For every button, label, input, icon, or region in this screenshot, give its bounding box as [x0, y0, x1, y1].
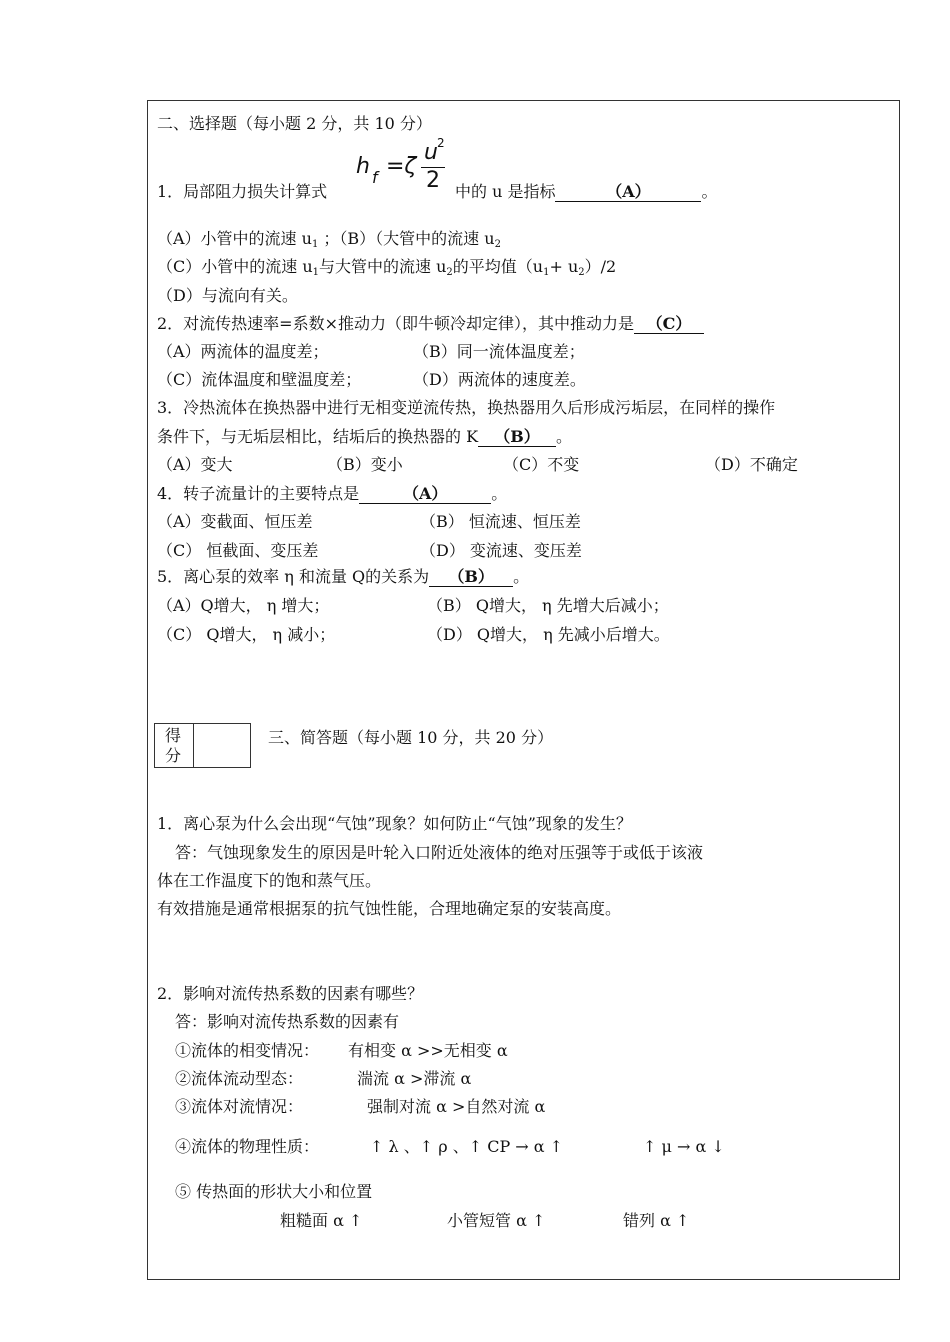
factor5-value-3: 错列 α ↑: [623, 1211, 690, 1230]
q1-suffix: [455, 182, 718, 202]
s3-q1-question: 1．离心泵为什么会出现“气蚀”现象？如何防止“气蚀”现象的发生？: [157, 814, 632, 833]
q5-text: 5．离心泵的效率 η 和流量 Q的关系为: [157, 567, 430, 586]
score-box: [154, 723, 251, 768]
s3-q1-answer-1: 答：气蚀现象发生的原因是叶轮入口附近处液体的绝对压强等于或低于该液: [175, 843, 704, 862]
s3-q1-answer-3: 有效措施是通常根据泵的抗气蚀性能，合理地确定泵的安装高度。: [157, 899, 622, 918]
q3-text: 条件下，与无垢层相比，结垢后的换热器的 K: [157, 427, 479, 446]
q2-text: 2．对流传热速率=系数×推动力（即牛顿冷却定律），其中推动力是: [157, 314, 634, 333]
q1-opt-c2: 与大管中的流速 u: [319, 257, 447, 276]
q2-opt-b: （B）同一流体温度差；: [413, 342, 585, 361]
q1-opt-c5: ）/2: [584, 257, 617, 276]
q1-opt-d: （D）与流向有关。: [157, 286, 298, 305]
q5-end: 。: [513, 567, 530, 586]
q1-opt-c3: 的平均值（u: [452, 257, 544, 276]
q2: [157, 314, 704, 334]
formula-sup: 2: [437, 136, 445, 150]
factor1-value: 有相变 α >>无相变 α: [348, 1041, 508, 1060]
q4-opt-c: （C） 恒截面、变压差: [157, 541, 319, 560]
factor1-label: ①流体的相变情况：: [175, 1041, 320, 1060]
q4-opt-d: （D） 变流速、变压差: [420, 541, 582, 560]
factor4-value-1: ↑ λ 、↑ ρ 、↑ CP → α ↑: [370, 1137, 564, 1156]
formula-den: 2: [426, 168, 440, 193]
score-label: 得分: [165, 726, 182, 765]
q5-opt-b: （B） Q增大， η 先增大后减小；: [427, 596, 669, 615]
q3-end: 。: [556, 427, 573, 446]
q5-answer: （B）: [429, 568, 513, 587]
q5-opt-d: （D） Q增大， η 先减小后增大。: [427, 625, 670, 644]
q3-opt-c: （C）不变: [503, 455, 580, 474]
q1-answer: （A）: [555, 183, 701, 202]
q1-opt-c4: + u: [549, 257, 579, 276]
formula-num: u: [424, 140, 438, 165]
factor4-value-2: ↑ μ → α ↓: [643, 1137, 725, 1156]
q2-opt-d: （D）两流体的速度差。: [413, 370, 586, 389]
score-divider: [193, 724, 194, 767]
q2-opt-c: （C）流体温度和壁温度差；: [157, 370, 362, 389]
s3-q2-answer-0: 答：影响对流传热系数的因素有: [175, 1012, 400, 1031]
q3-opt-a: （A）变大: [157, 455, 233, 474]
q2-opt-a: （A）两流体的温度差；: [157, 342, 329, 361]
q4-end: 。: [491, 484, 508, 503]
q1-opt-a: （A）小管中的流速 u: [157, 229, 312, 248]
formula-h: h: [356, 154, 370, 179]
q4-opt-a: （A）变截面、恒压差: [157, 512, 313, 531]
q1-prefix: 1．局部阻力损失计算式: [157, 182, 328, 201]
q1-opt-c-sub1: 1: [312, 267, 320, 278]
q1-opt-a-sub: 1: [311, 239, 319, 250]
factor3-label: ③流体对流情况：: [175, 1097, 304, 1116]
q5-opt-a: （A）Q增大， η 增大；: [157, 596, 330, 615]
q1-option-c: [157, 257, 616, 283]
factor2-label: ②流体流动型态：: [175, 1069, 304, 1088]
factor2-value: 湍流 α >滞流 α: [357, 1069, 472, 1088]
q1-opt-b: ；（B）（大管中的流速 u: [318, 229, 495, 248]
factor5-value-1: 粗糙面 α ↑: [280, 1211, 363, 1230]
q1-opt-c1: （C）小管中的流速 u: [157, 257, 313, 276]
factor3-value: 强制对流 α >自然对流 α: [367, 1097, 546, 1116]
q3-opt-d: （D）不确定: [705, 455, 798, 474]
q3-answer: （B）: [478, 428, 556, 447]
s3-q2-question: 2．影响对流传热系数的因素有哪些？: [157, 984, 424, 1003]
factor4-label: ④流体的物理性质：: [175, 1137, 320, 1156]
q5-opt-c: （C） Q增大， η 减小；: [157, 625, 336, 644]
q4-opt-b: （B） 恒流速、恒压差: [420, 512, 581, 531]
q3-line2: [157, 427, 572, 447]
factor5-label: ⑤ 传热面的形状大小和位置: [175, 1182, 373, 1201]
q1-opt-c-sub4: 2: [578, 267, 585, 278]
q1-options-ab: [157, 229, 501, 255]
q3-opt-b: （B）变小: [327, 455, 403, 474]
q5: [157, 567, 529, 587]
q1-end: 。: [701, 182, 718, 201]
loss-formula: [352, 136, 450, 200]
formula-eq: =ζ: [386, 154, 417, 179]
q1-suffix-text: 中的 u 是指标: [455, 182, 556, 201]
section3-title: 三、简答题（每小题 10 分，共 20 分）: [268, 728, 554, 747]
q1-opt-c-sub2: 2: [446, 267, 453, 278]
q3-line1: 3．冷热流体在换热器中进行无相变逆流传热，换热器用久后形成污垢层，在同样的操作: [157, 398, 776, 417]
q4-answer: （A）: [359, 485, 491, 504]
s3-q1-answer-2: 体在工作温度下的饱和蒸气压。: [157, 871, 382, 890]
factor5-value-2: 小管短管 α ↑: [447, 1211, 546, 1230]
q1-opt-c-sub3: 1: [543, 267, 550, 278]
formula-sub: f: [372, 168, 378, 187]
q4: [157, 484, 507, 504]
q4-text: 4．转子流量计的主要特点是: [157, 484, 360, 503]
section2-title: 二、选择题（每小题 2 分，共 10 分）: [157, 114, 432, 133]
q2-answer: （C）: [634, 315, 704, 334]
q1-opt-b-sub: 2: [494, 239, 501, 250]
